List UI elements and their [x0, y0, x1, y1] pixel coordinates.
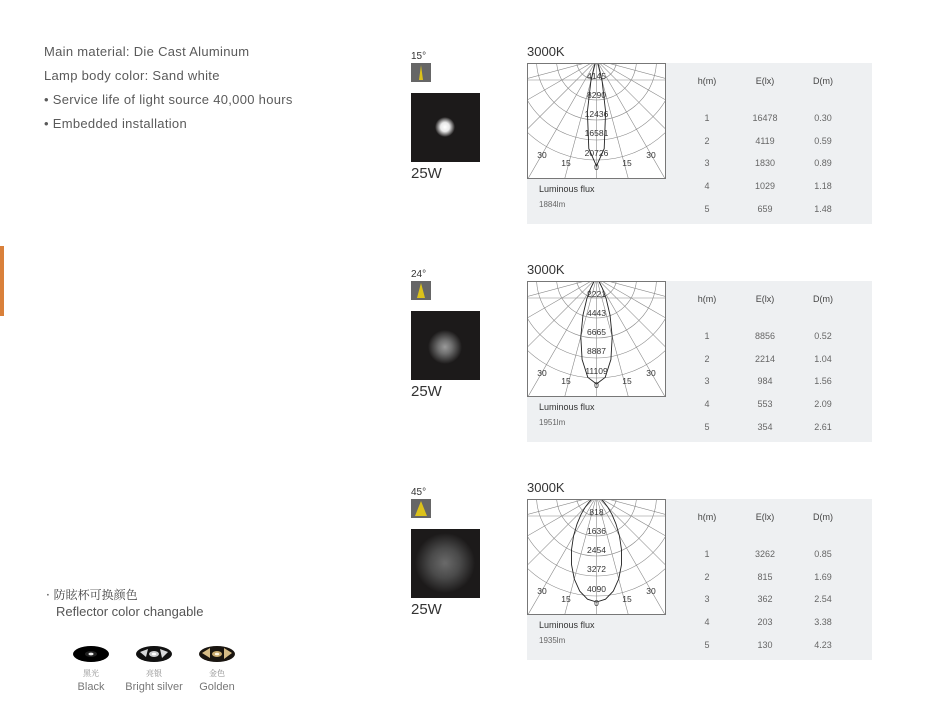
table-cell: 984 [757, 376, 773, 386]
table-cell: 362 [757, 594, 773, 604]
polar-value-label: 8887 [587, 346, 606, 356]
photometric-panel [527, 499, 872, 660]
polar-angle-label: 15 [561, 158, 571, 168]
table-cell: 354 [757, 422, 773, 432]
beam-spot-image [411, 529, 480, 598]
luminous-flux-label: Luminous flux [539, 184, 595, 194]
table-header: E(lx) [755, 76, 775, 86]
luminous-flux-label: Luminous flux [539, 402, 595, 412]
polar-value-label: 11109 [585, 366, 608, 376]
polar-angle-label: 15 [622, 594, 632, 604]
table-header: D(m) [813, 76, 833, 86]
table-cell: 1.04 [814, 354, 832, 364]
table-cell: 0.52 [814, 331, 832, 341]
polar-light-distribution [527, 499, 666, 615]
table-cell: 2 [704, 572, 710, 582]
polar-value-label: 3272 [587, 564, 606, 574]
polar-value-label: 16581 [584, 128, 609, 138]
polar-value-label: 2221 [587, 289, 606, 299]
polar-value-label: 4090 [587, 584, 606, 594]
table-cell: 4 [704, 617, 710, 627]
table-cell: 1830 [754, 158, 776, 168]
wide-beam-icon [411, 499, 431, 518]
table-cell: 2 [704, 136, 710, 146]
table-cell: 1029 [754, 181, 776, 191]
table-cell: 2.61 [814, 422, 832, 432]
table-cell: 0.30 [814, 113, 832, 123]
luminous-flux-value: 1951lm [539, 418, 566, 427]
table-cell: 2.54 [814, 594, 832, 604]
swatch-black-en: Black [77, 681, 105, 693]
beam-angle-label: 24° [411, 269, 427, 280]
table-header: h(m) [697, 294, 717, 304]
table-header: h(m) [697, 512, 717, 522]
polar-angle-label: 30 [537, 150, 547, 160]
beam-section-15 [0, 44, 936, 251]
photometric-panel [527, 63, 872, 224]
color-temperature: 3000K [527, 262, 565, 277]
table-cell: 1.18 [814, 181, 832, 191]
luminous-flux-value: 1884lm [539, 200, 566, 209]
polar-light-distribution [527, 281, 666, 397]
table-cell: 3 [704, 594, 710, 604]
beam-spot-image [411, 311, 480, 380]
table-header: E(lx) [755, 512, 775, 522]
photometric-panel [527, 281, 872, 442]
reflector-title-en: Reflector color changable [56, 604, 204, 619]
beam-section-45 [0, 480, 936, 687]
luminous-flux-value: 1935lm [539, 636, 566, 645]
reflector-title-cn: · 防眩杯可换颜色 [46, 588, 138, 602]
table-cell: 1 [704, 113, 710, 123]
polar-value-label: 2454 [587, 545, 606, 555]
power-rating: 25W [411, 383, 442, 400]
power-rating: 25W [411, 601, 442, 618]
table-cell: 0.89 [814, 158, 832, 168]
table-cell: 1.56 [814, 376, 832, 386]
table-cell: 5 [704, 422, 710, 432]
table-cell: 3.38 [814, 617, 832, 627]
table-cell: 1 [704, 549, 710, 559]
swatch-black-cn: 黑光 [83, 669, 99, 678]
polar-value-label: 12436 [584, 109, 609, 119]
beam-spot-image [411, 93, 480, 162]
polar-angle-label: 30 [537, 586, 547, 596]
polar-angle-label: 15 [561, 376, 571, 386]
table-cell: 1 [704, 331, 710, 341]
luminous-flux-label: Luminous flux [539, 620, 595, 630]
swatch-golden-en: Golden [199, 681, 235, 693]
polar-angle-label: 15 [622, 158, 632, 168]
medium-beam-icon [411, 281, 431, 300]
polar-light-distribution [527, 63, 666, 179]
polar-value-label: 818 [589, 507, 604, 517]
polar-value-label: 1636 [587, 526, 606, 536]
color-temperature: 3000K [527, 44, 565, 59]
color-temperature: 3000K [527, 480, 565, 495]
polar-value-label: 4145 [587, 71, 606, 81]
table-cell: 3262 [754, 549, 776, 559]
polar-angle-label: 0 [594, 598, 599, 608]
polar-angle-label: 30 [537, 368, 547, 378]
table-cell: 815 [757, 572, 773, 582]
beam-angle-label: 15° [411, 51, 427, 62]
table-cell: 1.48 [814, 204, 832, 214]
polar-angle-label: 15 [561, 594, 571, 604]
table-header: h(m) [697, 76, 717, 86]
polar-value-label: 8290 [587, 90, 606, 100]
swatch-silver-cn: 亮银 [146, 669, 162, 678]
table-cell: 2 [704, 354, 710, 364]
table-cell: 4.23 [814, 640, 832, 650]
table-cell: 203 [757, 617, 773, 627]
table-cell: 0.59 [814, 136, 832, 146]
table-header: E(lx) [755, 294, 775, 304]
polar-value-label: 20726 [584, 148, 609, 158]
polar-angle-label: 30 [646, 368, 656, 378]
swatch-golden-cn: 金色 [209, 669, 225, 678]
table-cell: 2.09 [814, 399, 832, 409]
beam-section-24 [0, 262, 936, 469]
table-cell: 8856 [754, 331, 776, 341]
table-header: D(m) [813, 294, 833, 304]
table-cell: 4 [704, 399, 710, 409]
table-cell: 659 [757, 204, 773, 214]
polar-angle-label: 15 [622, 376, 632, 386]
spec-installation: • Embedded installation [44, 116, 187, 131]
spec-service-life: • Service life of light source 40,000 hours [44, 92, 293, 107]
polar-angle-label: 0 [594, 162, 599, 172]
table-cell: 4119 [755, 136, 775, 146]
table-cell: 16478 [752, 113, 778, 123]
table-cell: 1.69 [814, 572, 832, 582]
polar-angle-label: 30 [646, 150, 656, 160]
table-cell: 130 [757, 640, 773, 650]
table-cell: 4 [704, 181, 710, 191]
polar-value-label: 4443 [587, 308, 606, 318]
polar-value-label: 6665 [587, 327, 606, 337]
table-cell: 553 [757, 399, 773, 409]
table-cell: 0.85 [814, 549, 832, 559]
spec-material: Main material: Die Cast Aluminum [44, 44, 250, 59]
table-cell: 3 [704, 376, 710, 386]
beam-angle-label: 45° [411, 487, 427, 498]
table-cell: 2214 [754, 354, 776, 364]
table-cell: 5 [704, 640, 710, 650]
narrow-beam-icon [411, 63, 431, 82]
polar-angle-label: 30 [646, 586, 656, 596]
polar-angle-label: 0 [594, 380, 599, 390]
table-cell: 3 [704, 158, 710, 168]
swatch-silver-en: Bright silver [125, 681, 183, 693]
table-header: D(m) [813, 512, 833, 522]
spec-body-color: Lamp body color: Sand white [44, 68, 220, 83]
power-rating: 25W [411, 165, 442, 182]
table-cell: 5 [704, 204, 710, 214]
